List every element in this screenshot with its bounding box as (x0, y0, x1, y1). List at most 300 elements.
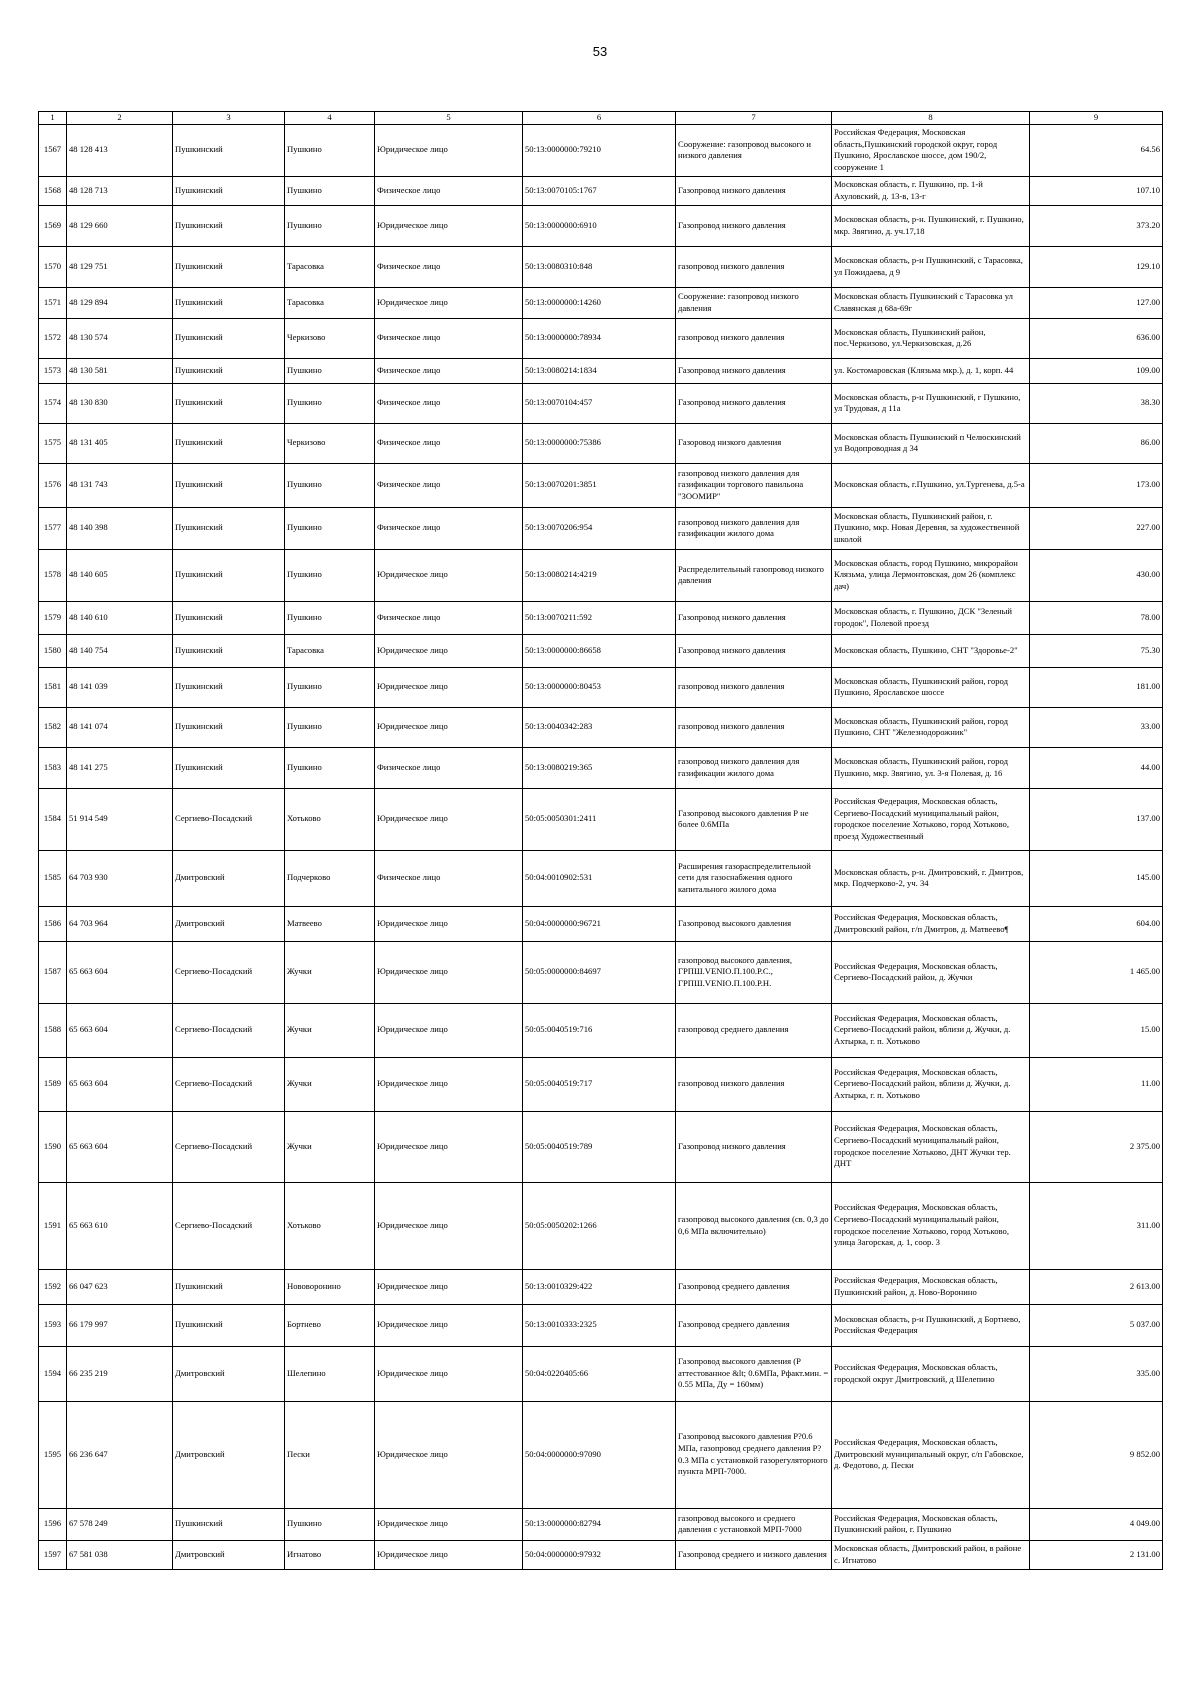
object-description-cell: Газопровод низкого давления (676, 634, 832, 667)
cadastral-number-cell: 50:04:0000000:96721 (523, 906, 676, 941)
address-cell: Московская область, Пушкинский район, город Пушкино, СНТ "Железнодорожник" (832, 707, 1030, 747)
district-cell: Пушкинский (173, 463, 285, 507)
length-cell: 107.10 (1030, 176, 1163, 205)
table-row (39, 549, 1163, 601)
address-cell: Московская область, г.Пушкино, ул.Тургенева, д.5-а (832, 463, 1030, 507)
table-row (39, 1304, 1163, 1346)
oktmo-code-cell: 48 128 713 (67, 176, 173, 205)
address-cell: Российская Федерация, Московская область, Сергиево-Посадский муниципальный район, городское поселение Хотьково, город Хотьково, проезд Художественный (832, 788, 1030, 850)
address-cell: Московская область, р-н Пушкинский, д Бортнево, Российская Федерация (832, 1304, 1030, 1346)
locality-cell: Бортнево (285, 1304, 375, 1346)
object-description-cell: Газопровод низкого давления (676, 601, 832, 634)
length-cell: 33.00 (1030, 707, 1163, 747)
address-cell: Московская область, р-н. Пушкинский, г. Пушкино, мкр. Звягино, д. уч.17,18 (832, 205, 1030, 246)
owner-type-cell: Юридическое лицо (375, 1508, 523, 1540)
owner-type-cell: Физическое лицо (375, 507, 523, 549)
locality-cell: Игнатово (285, 1540, 375, 1569)
row-number-cell: 1573 (39, 358, 67, 383)
district-cell: Пушкинский (173, 383, 285, 423)
table-row (39, 1540, 1163, 1569)
oktmo-code-cell: 66 179 997 (67, 1304, 173, 1346)
table-row (39, 1401, 1163, 1508)
length-cell: 430.00 (1030, 549, 1163, 601)
district-cell: Пушкинский (173, 246, 285, 287)
length-cell: 636.00 (1030, 318, 1163, 358)
cadastral-number-cell: 50:13:0000000:80453 (523, 667, 676, 707)
district-cell: Пушкинский (173, 287, 285, 318)
owner-type-cell: Физическое лицо (375, 246, 523, 287)
owner-type-cell: Юридическое лицо (375, 1182, 523, 1269)
district-cell: Пушкинский (173, 747, 285, 788)
row-number-cell: 1590 (39, 1111, 67, 1182)
object-description-cell: Газопровод низкого давления (676, 1111, 832, 1182)
table-row (39, 1111, 1163, 1182)
address-cell: Российская Федерация, Московская область, Сергиево-Посадский район, вблизи д. Жучки, д. Ахтырка, г. п. Хотьково (832, 1003, 1030, 1057)
locality-cell: Пески (285, 1401, 375, 1508)
row-number-cell: 1593 (39, 1304, 67, 1346)
cadastral-number-cell: 50:05:0040519:789 (523, 1111, 676, 1182)
row-number-cell: 1581 (39, 667, 67, 707)
column-header: 4 (285, 112, 375, 125)
object-description-cell: Расширения газораспределительной сети для газоснабжения одного капитального жилого дома (676, 850, 832, 906)
cadastral-number-cell: 50:04:0010902:531 (523, 850, 676, 906)
table-row (39, 906, 1163, 941)
oktmo-code-cell: 48 130 830 (67, 383, 173, 423)
cadastral-number-cell: 50:13:0000000:86658 (523, 634, 676, 667)
owner-type-cell: Физическое лицо (375, 423, 523, 463)
address-cell: Московская область, р-н Пушкинский, г Пушкино, ул Трудовая, д 11а (832, 383, 1030, 423)
address-cell: Московская область, Дмитровский район, в районе с. Игнатово (832, 1540, 1030, 1569)
address-cell: Российская Федерация, Московская область, Сергиево-Посадский муниципальный район, городское поселение Хотьково, ДНТ Жучки тер. ДНТ (832, 1111, 1030, 1182)
cadastral-number-cell: 50:13:0000000:14260 (523, 287, 676, 318)
table-row (39, 124, 1163, 176)
cadastral-number-cell: 50:05:0050301:2411 (523, 788, 676, 850)
gas-pipeline-register-table (38, 111, 1163, 1570)
locality-cell: Хотьково (285, 788, 375, 850)
object-description-cell: Газопровод среднего и низкого давления (676, 1540, 832, 1569)
table-row (39, 1346, 1163, 1401)
length-cell: 38.30 (1030, 383, 1163, 423)
owner-type-cell: Физическое лицо (375, 463, 523, 507)
length-cell: 9 852.00 (1030, 1401, 1163, 1508)
address-cell: Московская область, Пушкинский район, город Пушкино, Ярославское шоссе (832, 667, 1030, 707)
address-cell: Московская область, р-н Пушкинский, с Тарасовка, ул Пожидаева, д 9 (832, 246, 1030, 287)
oktmo-code-cell: 51 914 549 (67, 788, 173, 850)
length-cell: 335.00 (1030, 1346, 1163, 1401)
district-cell: Дмитровский (173, 1346, 285, 1401)
row-number-cell: 1580 (39, 634, 67, 667)
row-number-cell: 1589 (39, 1057, 67, 1111)
owner-type-cell: Юридическое лицо (375, 1346, 523, 1401)
object-description-cell: Газопровод высокого давления Р?0.6 МПа, газопровод среднего давления Р?0.3 МПа с установкой газорегуляторного пункта МРП-7000. (676, 1401, 832, 1508)
owner-type-cell: Юридическое лицо (375, 788, 523, 850)
locality-cell: Пушкино (285, 507, 375, 549)
address-cell: Российская Федерация, Московская область, Дмитровский район, г/п Дмитров, д. Матвеево¶ (832, 906, 1030, 941)
object-description-cell: газопровод высокого и среднего давления с установкой МРП-7000 (676, 1508, 832, 1540)
locality-cell: Тарасовка (285, 634, 375, 667)
owner-type-cell: Физическое лицо (375, 176, 523, 205)
length-cell: 109.00 (1030, 358, 1163, 383)
column-header: 6 (523, 112, 676, 125)
page-number: 53 (592, 44, 608, 59)
table-row (39, 423, 1163, 463)
locality-cell: Пушкино (285, 707, 375, 747)
table-row (39, 1508, 1163, 1540)
locality-cell: Пушкино (285, 358, 375, 383)
oktmo-code-cell: 67 578 249 (67, 1508, 173, 1540)
length-cell: 11.00 (1030, 1057, 1163, 1111)
table-row (39, 318, 1163, 358)
district-cell: Пушкинский (173, 1304, 285, 1346)
length-cell: 137.00 (1030, 788, 1163, 850)
oktmo-code-cell: 48 129 660 (67, 205, 173, 246)
cadastral-number-cell: 50:13:0070211:592 (523, 601, 676, 634)
table-row (39, 850, 1163, 906)
district-cell: Дмитровский (173, 850, 285, 906)
oktmo-code-cell: 48 141 074 (67, 707, 173, 747)
oktmo-code-cell: 48 140 605 (67, 549, 173, 601)
locality-cell: Жучки (285, 941, 375, 1003)
column-header: 5 (375, 112, 523, 125)
row-number-cell: 1597 (39, 1540, 67, 1569)
owner-type-cell: Физическое лицо (375, 358, 523, 383)
owner-type-cell: Юридическое лицо (375, 1540, 523, 1569)
row-number-cell: 1575 (39, 423, 67, 463)
column-header: 7 (676, 112, 832, 125)
table-row (39, 634, 1163, 667)
object-description-cell: Газопровод высокого давления (676, 906, 832, 941)
district-cell: Сергиево-Посадский (173, 1111, 285, 1182)
row-number-cell: 1574 (39, 383, 67, 423)
address-cell: Московская область Пушкинский с Тарасовка ул Славянская д 68а-69г (832, 287, 1030, 318)
object-description-cell: Газопровод низкого давления (676, 205, 832, 246)
district-cell: Пушкинский (173, 1269, 285, 1304)
locality-cell: Пушкино (285, 747, 375, 788)
district-cell: Сергиево-Посадский (173, 941, 285, 1003)
cadastral-number-cell: 50:13:0000000:79210 (523, 124, 676, 176)
object-description-cell: газопровод высокого давления, ГРПШ.VENIO.П.100.Р.С., ГРПШ.VENIO.П.100.Р.Н. (676, 941, 832, 1003)
object-description-cell: Газопровод высокого давления Р не более 0.6МПа (676, 788, 832, 850)
column-header: 3 (173, 112, 285, 125)
cadastral-number-cell: 50:05:0050202:1266 (523, 1182, 676, 1269)
oktmo-code-cell: 66 235 219 (67, 1346, 173, 1401)
cadastral-number-cell: 50:13:0080214:4219 (523, 549, 676, 601)
district-cell: Сергиево-Посадский (173, 1182, 285, 1269)
row-number-cell: 1588 (39, 1003, 67, 1057)
row-number-cell: 1568 (39, 176, 67, 205)
row-number-cell: 1585 (39, 850, 67, 906)
object-description-cell: газопровод низкого давления (676, 707, 832, 747)
owner-type-cell: Физическое лицо (375, 747, 523, 788)
row-number-cell: 1567 (39, 124, 67, 176)
locality-cell: Жучки (285, 1057, 375, 1111)
object-description-cell: газопровод низкого давления (676, 246, 832, 287)
district-cell: Дмитровский (173, 906, 285, 941)
district-cell: Пушкинский (173, 667, 285, 707)
row-number-cell: 1569 (39, 205, 67, 246)
row-number-cell: 1579 (39, 601, 67, 634)
oktmo-code-cell: 66 047 623 (67, 1269, 173, 1304)
owner-type-cell: Юридическое лицо (375, 205, 523, 246)
row-number-cell: 1587 (39, 941, 67, 1003)
address-cell: Российская Федерация, Московская область, Пушкинский район, д. Ново-Воронино (832, 1269, 1030, 1304)
address-cell: Московская область, Пушкинский район, пос.Черкизово, ул.Черкизовская, д.26 (832, 318, 1030, 358)
locality-cell: Пушкино (285, 176, 375, 205)
object-description-cell: Газопровод низкого давления (676, 176, 832, 205)
address-cell: Московская область, Пушкинский район, г. Пушкино, мкр. Новая Деревня, за художественной школой (832, 507, 1030, 549)
cadastral-number-cell: 50:13:0000000:82794 (523, 1508, 676, 1540)
oktmo-code-cell: 65 663 604 (67, 941, 173, 1003)
oktmo-code-cell: 48 130 574 (67, 318, 173, 358)
locality-cell: Тарасовка (285, 246, 375, 287)
oktmo-code-cell: 48 131 405 (67, 423, 173, 463)
object-description-cell: газопровод низкого давления для газификации жилого дома (676, 747, 832, 788)
district-cell: Пушкинский (173, 124, 285, 176)
table-row (39, 176, 1163, 205)
length-cell: 78.00 (1030, 601, 1163, 634)
table-row (39, 941, 1163, 1003)
table-row (39, 205, 1163, 246)
district-cell: Пушкинский (173, 318, 285, 358)
table-row (39, 287, 1163, 318)
oktmo-code-cell: 67 581 038 (67, 1540, 173, 1569)
locality-cell: Жучки (285, 1111, 375, 1182)
district-cell: Пушкинский (173, 634, 285, 667)
locality-cell: Пушкино (285, 549, 375, 601)
address-cell: Московская область Пушкинский п Челюскинский ул Водопроводная д 34 (832, 423, 1030, 463)
district-cell: Пушкинский (173, 1508, 285, 1540)
cadastral-number-cell: 50:04:0220405:66 (523, 1346, 676, 1401)
row-number-cell: 1586 (39, 906, 67, 941)
length-cell: 311.00 (1030, 1182, 1163, 1269)
cadastral-number-cell: 50:13:0010333:2325 (523, 1304, 676, 1346)
locality-cell: Хотьково (285, 1182, 375, 1269)
cadastral-number-cell: 50:04:0000000:97090 (523, 1401, 676, 1508)
locality-cell: Тарасовка (285, 287, 375, 318)
length-cell: 2 131.00 (1030, 1540, 1163, 1569)
locality-cell: Пушкино (285, 383, 375, 423)
oktmo-code-cell: 48 129 751 (67, 246, 173, 287)
length-cell: 227.00 (1030, 507, 1163, 549)
oktmo-code-cell: 48 128 413 (67, 124, 173, 176)
row-number-cell: 1576 (39, 463, 67, 507)
oktmo-code-cell: 64 703 930 (67, 850, 173, 906)
address-cell: Московская область, г. Пушкино, ДСК "Зеленый городок", Полевой проезд (832, 601, 1030, 634)
locality-cell: Пушкино (285, 667, 375, 707)
column-header: 1 (39, 112, 67, 125)
cadastral-number-cell: 50:13:0070206:954 (523, 507, 676, 549)
locality-cell: Жучки (285, 1003, 375, 1057)
length-cell: 2 613.00 (1030, 1269, 1163, 1304)
length-cell: 5 037.00 (1030, 1304, 1163, 1346)
cadastral-number-cell: 50:13:0000000:78934 (523, 318, 676, 358)
row-number-cell: 1578 (39, 549, 67, 601)
address-cell: ул. Костомаровская (Клязьма мкр.), д. 1, корп. 44 (832, 358, 1030, 383)
owner-type-cell: Юридическое лицо (375, 287, 523, 318)
row-number-cell: 1595 (39, 1401, 67, 1508)
length-cell: 373.20 (1030, 205, 1163, 246)
owner-type-cell: Юридическое лицо (375, 1057, 523, 1111)
owner-type-cell: Физическое лицо (375, 318, 523, 358)
address-cell: Российская Федерация, Московская область,Пушкинский городской округ, город Пушкино, Ярославское шоссе, дом 190/2, сооружение 1 (832, 124, 1030, 176)
address-cell: Российская Федерация, Московская область, Сергиево-Посадский район, вблизи д. Жучки, д. Ахтырка, г. п. Хотьково (832, 1057, 1030, 1111)
cadastral-number-cell: 50:05:0040519:717 (523, 1057, 676, 1111)
table-row (39, 667, 1163, 707)
length-cell: 64.56 (1030, 124, 1163, 176)
address-cell: Российская Федерация, Московская область, Пушкинский район, г. Пушкино (832, 1508, 1030, 1540)
owner-type-cell: Юридическое лицо (375, 906, 523, 941)
locality-cell: Черкизово (285, 423, 375, 463)
cadastral-number-cell: 50:13:0070105:1767 (523, 176, 676, 205)
district-cell: Сергиево-Посадский (173, 1003, 285, 1057)
row-number-cell: 1596 (39, 1508, 67, 1540)
row-number-cell: 1592 (39, 1269, 67, 1304)
row-number-cell: 1582 (39, 707, 67, 747)
address-cell: Московская область, р-н. Дмитровский, г. Дмитров, мкр. Подчерково-2, уч. 34 (832, 850, 1030, 906)
owner-type-cell: Физическое лицо (375, 601, 523, 634)
district-cell: Пушкинский (173, 423, 285, 463)
length-cell: 4 049.00 (1030, 1508, 1163, 1540)
table-row (39, 1269, 1163, 1304)
oktmo-code-cell: 48 129 894 (67, 287, 173, 318)
locality-cell: Пушкино (285, 601, 375, 634)
table-row (39, 1003, 1163, 1057)
column-header: 8 (832, 112, 1030, 125)
table-row (39, 246, 1163, 287)
owner-type-cell: Юридическое лицо (375, 124, 523, 176)
table-row (39, 788, 1163, 850)
length-cell: 173.00 (1030, 463, 1163, 507)
column-header: 9 (1030, 112, 1163, 125)
locality-cell: Черкизово (285, 318, 375, 358)
cadastral-number-cell: 50:13:0070104:457 (523, 383, 676, 423)
oktmo-code-cell: 48 131 743 (67, 463, 173, 507)
address-cell: Российская Федерация, Московская область, Сергиево-Посадский район, д. Жучки (832, 941, 1030, 1003)
object-description-cell: газопровод среднего давления (676, 1003, 832, 1057)
row-number-cell: 1572 (39, 318, 67, 358)
address-cell: Московская область, город Пушкино, микрорайон Клязьма, улица Лермонтовская, дом 26 (комплекс дач) (832, 549, 1030, 601)
row-number-cell: 1594 (39, 1346, 67, 1401)
cadastral-number-cell: 50:13:0070201:3851 (523, 463, 676, 507)
locality-cell: Шелепино (285, 1346, 375, 1401)
column-number-row (39, 112, 1163, 125)
object-description-cell: газопровод низкого давления (676, 667, 832, 707)
cadastral-number-cell: 50:13:0000000:75386 (523, 423, 676, 463)
table-row (39, 1182, 1163, 1269)
table-row (39, 707, 1163, 747)
owner-type-cell: Физическое лицо (375, 850, 523, 906)
table-row (39, 383, 1163, 423)
length-cell: 2 375.00 (1030, 1111, 1163, 1182)
district-cell: Пушкинский (173, 707, 285, 747)
table-row (39, 1057, 1163, 1111)
object-description-cell: Газоровод низкого давления (676, 423, 832, 463)
length-cell: 75.30 (1030, 634, 1163, 667)
oktmo-code-cell: 65 663 604 (67, 1057, 173, 1111)
object-description-cell: газопровод низкого давления для газификации жилого дома (676, 507, 832, 549)
oktmo-code-cell: 65 663 604 (67, 1003, 173, 1057)
object-description-cell: Газопровод среднего давления (676, 1269, 832, 1304)
owner-type-cell: Юридическое лицо (375, 1304, 523, 1346)
length-cell: 1 465.00 (1030, 941, 1163, 1003)
district-cell: Сергиево-Посадский (173, 788, 285, 850)
row-number-cell: 1583 (39, 747, 67, 788)
object-description-cell: Распределительный газопровод низкого давления (676, 549, 832, 601)
object-description-cell: Газопровод высокого давления (Р аттестованное &lt; 0.6МПа, Рфакт.мин. = 0.55 МПа, Ду = 160мм) (676, 1346, 832, 1401)
address-cell: Московская область, Пушкино, СНТ "Здоровье-2" (832, 634, 1030, 667)
row-number-cell: 1591 (39, 1182, 67, 1269)
district-cell: Дмитровский (173, 1540, 285, 1569)
owner-type-cell: Юридическое лицо (375, 941, 523, 1003)
object-description-cell: Сооружение: газопровод высокого и низкого давления (676, 124, 832, 176)
cadastral-number-cell: 50:04:0000000:97932 (523, 1540, 676, 1569)
locality-cell: Пушкино (285, 205, 375, 246)
district-cell: Дмитровский (173, 1401, 285, 1508)
locality-cell: Нововоронино (285, 1269, 375, 1304)
owner-type-cell: Юридическое лицо (375, 667, 523, 707)
owner-type-cell: Юридическое лицо (375, 634, 523, 667)
table-row (39, 358, 1163, 383)
oktmo-code-cell: 48 140 754 (67, 634, 173, 667)
length-cell: 181.00 (1030, 667, 1163, 707)
cadastral-number-cell: 50:05:0040519:716 (523, 1003, 676, 1057)
address-cell: Российская Федерация, Московская область, Сергиево-Посадский муниципальный район, городское поселение Хотьково, город Хотьково, улица Загорская, д. 1, соор. 3 (832, 1182, 1030, 1269)
address-cell: Российская Федерация, Московская область, городской округ Дмитровский, д Шелепино (832, 1346, 1030, 1401)
cadastral-number-cell: 50:13:0080214:1834 (523, 358, 676, 383)
oktmo-code-cell: 48 141 275 (67, 747, 173, 788)
object-description-cell: газопровод высокого давления (св. 0,3 до 0,6 МПа включительно) (676, 1182, 832, 1269)
column-header: 2 (67, 112, 173, 125)
address-cell: Московская область, Пушкинский район, город Пушкино, мкр. Звягино, ул. 3-я Полевая, д. 16 (832, 747, 1030, 788)
object-description-cell: газопровод низкого давления для газификации торгового павильона "ЗООМИР" (676, 463, 832, 507)
owner-type-cell: Юридическое лицо (375, 707, 523, 747)
district-cell: Пушкинский (173, 358, 285, 383)
oktmo-code-cell: 48 140 610 (67, 601, 173, 634)
owner-type-cell: Физическое лицо (375, 383, 523, 423)
length-cell: 15.00 (1030, 1003, 1163, 1057)
object-description-cell: Газопровод низкого давления (676, 383, 832, 423)
district-cell: Пушкинский (173, 601, 285, 634)
row-number-cell: 1577 (39, 507, 67, 549)
table-row (39, 747, 1163, 788)
oktmo-code-cell: 66 236 647 (67, 1401, 173, 1508)
oktmo-code-cell: 65 663 604 (67, 1111, 173, 1182)
cadastral-number-cell: 50:13:0080310:848 (523, 246, 676, 287)
oktmo-code-cell: 48 140 398 (67, 507, 173, 549)
district-cell: Пушкинский (173, 205, 285, 246)
cadastral-number-cell: 50:05:0000000:84697 (523, 941, 676, 1003)
object-description-cell: Газопровод среднего давления (676, 1304, 832, 1346)
locality-cell: Подчерково (285, 850, 375, 906)
locality-cell: Пушкино (285, 1508, 375, 1540)
owner-type-cell: Юридическое лицо (375, 1401, 523, 1508)
row-number-cell: 1584 (39, 788, 67, 850)
district-cell: Сергиево-Посадский (173, 1057, 285, 1111)
address-cell: Российская Федерация, Московская область, Дмитровский муниципальный округ, с/п Габовское, д. Федотово, д. Пески (832, 1401, 1030, 1508)
district-cell: Пушкинский (173, 507, 285, 549)
locality-cell: Матвеево (285, 906, 375, 941)
length-cell: 604.00 (1030, 906, 1163, 941)
oktmo-code-cell: 64 703 964 (67, 906, 173, 941)
district-cell: Пушкинский (173, 549, 285, 601)
table-row (39, 507, 1163, 549)
table-row (39, 463, 1163, 507)
row-number-cell: 1571 (39, 287, 67, 318)
cadastral-number-cell: 50:13:0000000:6910 (523, 205, 676, 246)
oktmo-code-cell: 65 663 610 (67, 1182, 173, 1269)
length-cell: 127.00 (1030, 287, 1163, 318)
object-description-cell: Сооружение: газопровод низкого давления (676, 287, 832, 318)
